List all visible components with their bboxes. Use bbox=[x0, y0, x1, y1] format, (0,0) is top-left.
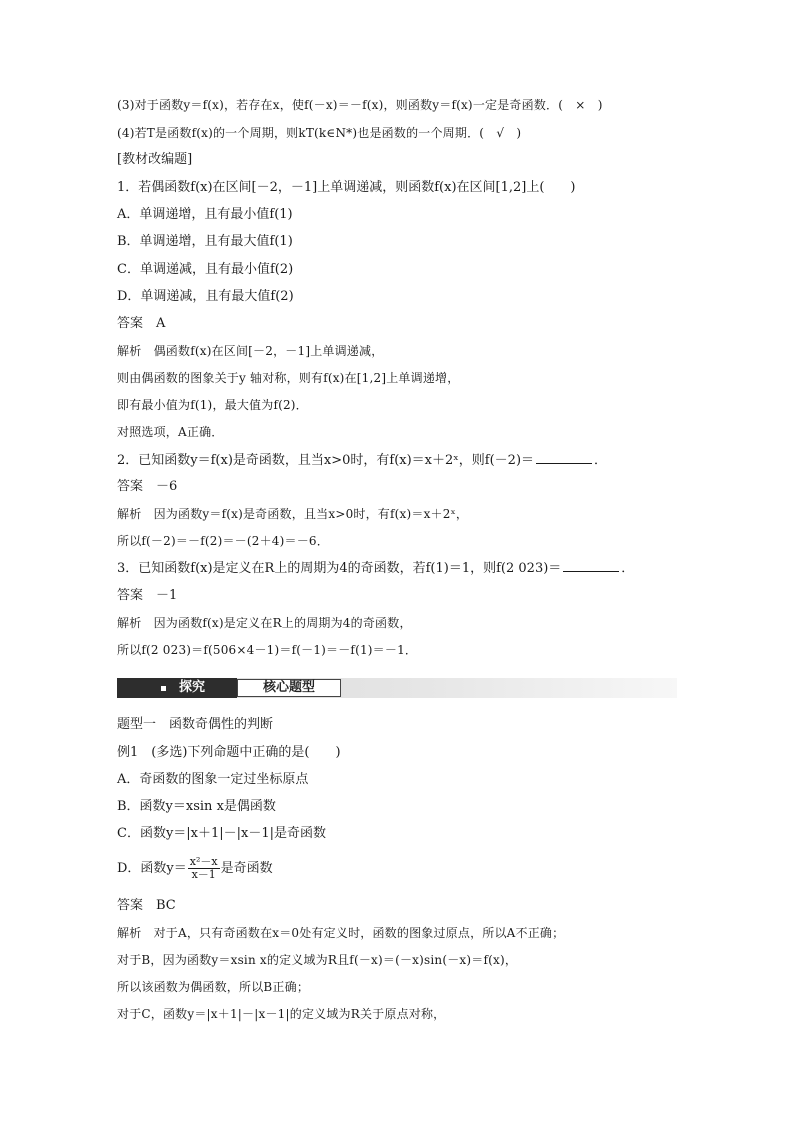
answer-1: 答案 A bbox=[117, 316, 166, 331]
analysis-1-line-2: 则由偶函数的图象关于y 轴对称，则有f(x)在[1,2]上单调递增， bbox=[117, 371, 460, 385]
option-d-suffix: 是奇函数 bbox=[220, 861, 273, 876]
option-a: A．单调递增，且有最小值f(1) bbox=[117, 207, 293, 222]
analysis-1-line-3: 即有最小值为f(1)，最大值为f(2)． bbox=[117, 398, 308, 412]
section-heading-textbook: [教材改编题] bbox=[117, 152, 193, 167]
topic-heading: 题型一 函数奇偶性的判断 bbox=[117, 717, 274, 732]
section-banner bbox=[117, 678, 677, 698]
example-option-c: C．函数y＝|x＋1|－|x－1|是奇函数 bbox=[117, 826, 327, 841]
fraction-numerator: x²－x bbox=[189, 855, 218, 868]
option-d: D．单调递减，且有最大值f(2) bbox=[117, 289, 294, 304]
example-1: 例1 (多选)下列命题中正确的是( ) bbox=[117, 745, 341, 760]
analysis-3-line-2: 所以f(2 023)＝f(506×4－1)＝f(－1)＝－f(1)＝－1． bbox=[117, 643, 418, 657]
example-analysis-line-2: 对于B，因为函数y＝xsin x的定义域为R且f(－x)＝(－x)sin(－x)＝f(x)， bbox=[117, 953, 518, 967]
example-option-d bbox=[117, 856, 273, 881]
example-option-b: B．函数y＝xsin x是偶函数 bbox=[117, 799, 276, 814]
question-3-end: ． bbox=[621, 561, 635, 576]
answer-blank bbox=[536, 451, 592, 464]
banner-light-label: 核心题型 bbox=[237, 679, 341, 697]
analysis-1-line-1: 解析 偶函数f(x)在区间[－2，－1]上单调递减， bbox=[117, 344, 384, 358]
example-analysis-line-1: 解析 对于A，只有奇函数在x＝0处有定义时，函数的图象过原点，所以A不正确； bbox=[117, 926, 565, 940]
example-analysis-line-3: 所以该函数为偶函数，所以B正确； bbox=[117, 980, 310, 994]
analysis-1-line-4: 对照选项，A正确． bbox=[117, 425, 224, 439]
example-answer: 答案 BC bbox=[117, 898, 176, 913]
question-3 bbox=[117, 559, 634, 578]
fraction bbox=[188, 856, 220, 881]
example-option-a: A．奇函数的图象一定过坐标原点 bbox=[117, 772, 309, 787]
option-c: C．单调递减，且有最小值f(2) bbox=[117, 262, 294, 277]
answer-2: 答案 －6 bbox=[117, 479, 178, 494]
option-b: B．单调递增，且有最大值f(1) bbox=[117, 234, 293, 249]
analysis-2-line-2: 所以f(－2)＝－f(2)＝－(2＋4)＝－6． bbox=[117, 534, 329, 548]
banner-dark-label: 探究 bbox=[179, 680, 206, 695]
example-analysis-line-4: 对于C，函数y＝|x＋1|－|x－1|的定义域为R关于原点对称， bbox=[117, 1007, 446, 1021]
analysis-3-line-1: 解析 因为函数f(x)是定义在R上的周期为4的奇函数， bbox=[117, 616, 412, 630]
question-2-text: 2．已知函数y＝f(x)是奇函数，且当x>0时，有f(x)＝x＋2ˣ，则f(－2)＝ bbox=[117, 453, 535, 468]
judgement-item-3: (3)对于函数y＝f(x)，若存在x，使f(－x)＝－f(x)，则函数y＝f(x)一定是奇函数．( × ) bbox=[117, 98, 603, 112]
banner-dark-tab bbox=[117, 678, 237, 698]
square-bullet-icon bbox=[161, 686, 166, 691]
judgement-item-4: (4)若T是函数f(x)的一个周期，则kT(k∈N*)也是函数的一个周期．( √ ) bbox=[117, 126, 522, 140]
question-3-text: 3．已知函数f(x)是定义在R上的周期为4的奇函数，若f(1)＝1，则f(2 023)＝ bbox=[117, 561, 562, 576]
answer-blank bbox=[563, 559, 619, 572]
question-2-end: ． bbox=[594, 453, 608, 468]
option-d-prefix: D．函数y＝ bbox=[117, 861, 187, 876]
question-2 bbox=[117, 451, 607, 470]
analysis-2-line-1: 解析 因为函数y＝f(x)是奇函数，且当x>0时，有f(x)＝x＋2ˣ， bbox=[117, 507, 469, 521]
fraction-denominator: x－1 bbox=[191, 868, 216, 881]
question-1: 1．若偶函数f(x)在区间[－2，－1]上单调递减，则函数f(x)在区间[1,2]上( ) bbox=[117, 180, 576, 195]
answer-3: 答案 －1 bbox=[117, 588, 178, 603]
